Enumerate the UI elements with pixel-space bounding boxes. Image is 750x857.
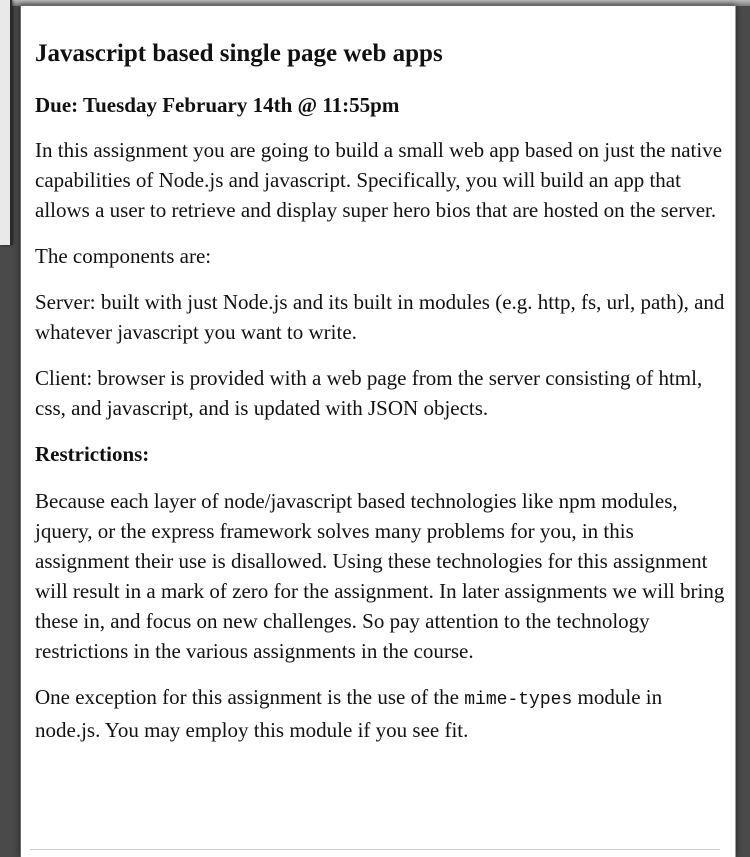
components-intro: The components are:	[35, 244, 212, 268]
exception-paragraph	[35, 682, 725, 745]
bottom-divider	[30, 849, 720, 850]
intro-paragraph: In this assignment you are going to build a small web app based on just the native capabilities of Node.js and javascript. Specifically, you will build an app that allows a user to retrieve and display super hero bios that are hosted on the server.	[35, 138, 723, 222]
restrictions-paragraph: Because each layer of node/javascript based technologies like npm modules, jquery, or the express framework solves many problems for you, in this assignment their use is disallowed. Using these technologies for this assignment will result in a mark of zero for the assignment. In later assignments we will bring these in, and focus on new challenges. So pay attention to the technology restrictions in the various assignments in the course.	[35, 489, 725, 663]
assignment-title: Javascript based single page web apps	[35, 40, 443, 67]
exception-text-before: One exception for this assignment is the use of the	[35, 685, 465, 709]
due-date: Due: Tuesday February 14th @ 11:55pm	[35, 93, 400, 117]
server-component: Server: built with just Node.js and its built in modules (e.g. http, fs, url, path), and whatever javascript you want to write.	[35, 290, 725, 344]
restrictions-heading: Restrictions:	[35, 442, 150, 466]
assignment-content	[35, 37, 725, 761]
exception-text-after: module in node.js. You may employ this module if you see fit.	[35, 685, 663, 742]
mime-types-module-name: mime-types	[464, 690, 573, 710]
client-component: Client: browser is provided with a web page from the server consisting of html, css, and javascript, and is updated with JSON objects.	[35, 366, 703, 420]
background-window-panel	[0, 0, 12, 245]
